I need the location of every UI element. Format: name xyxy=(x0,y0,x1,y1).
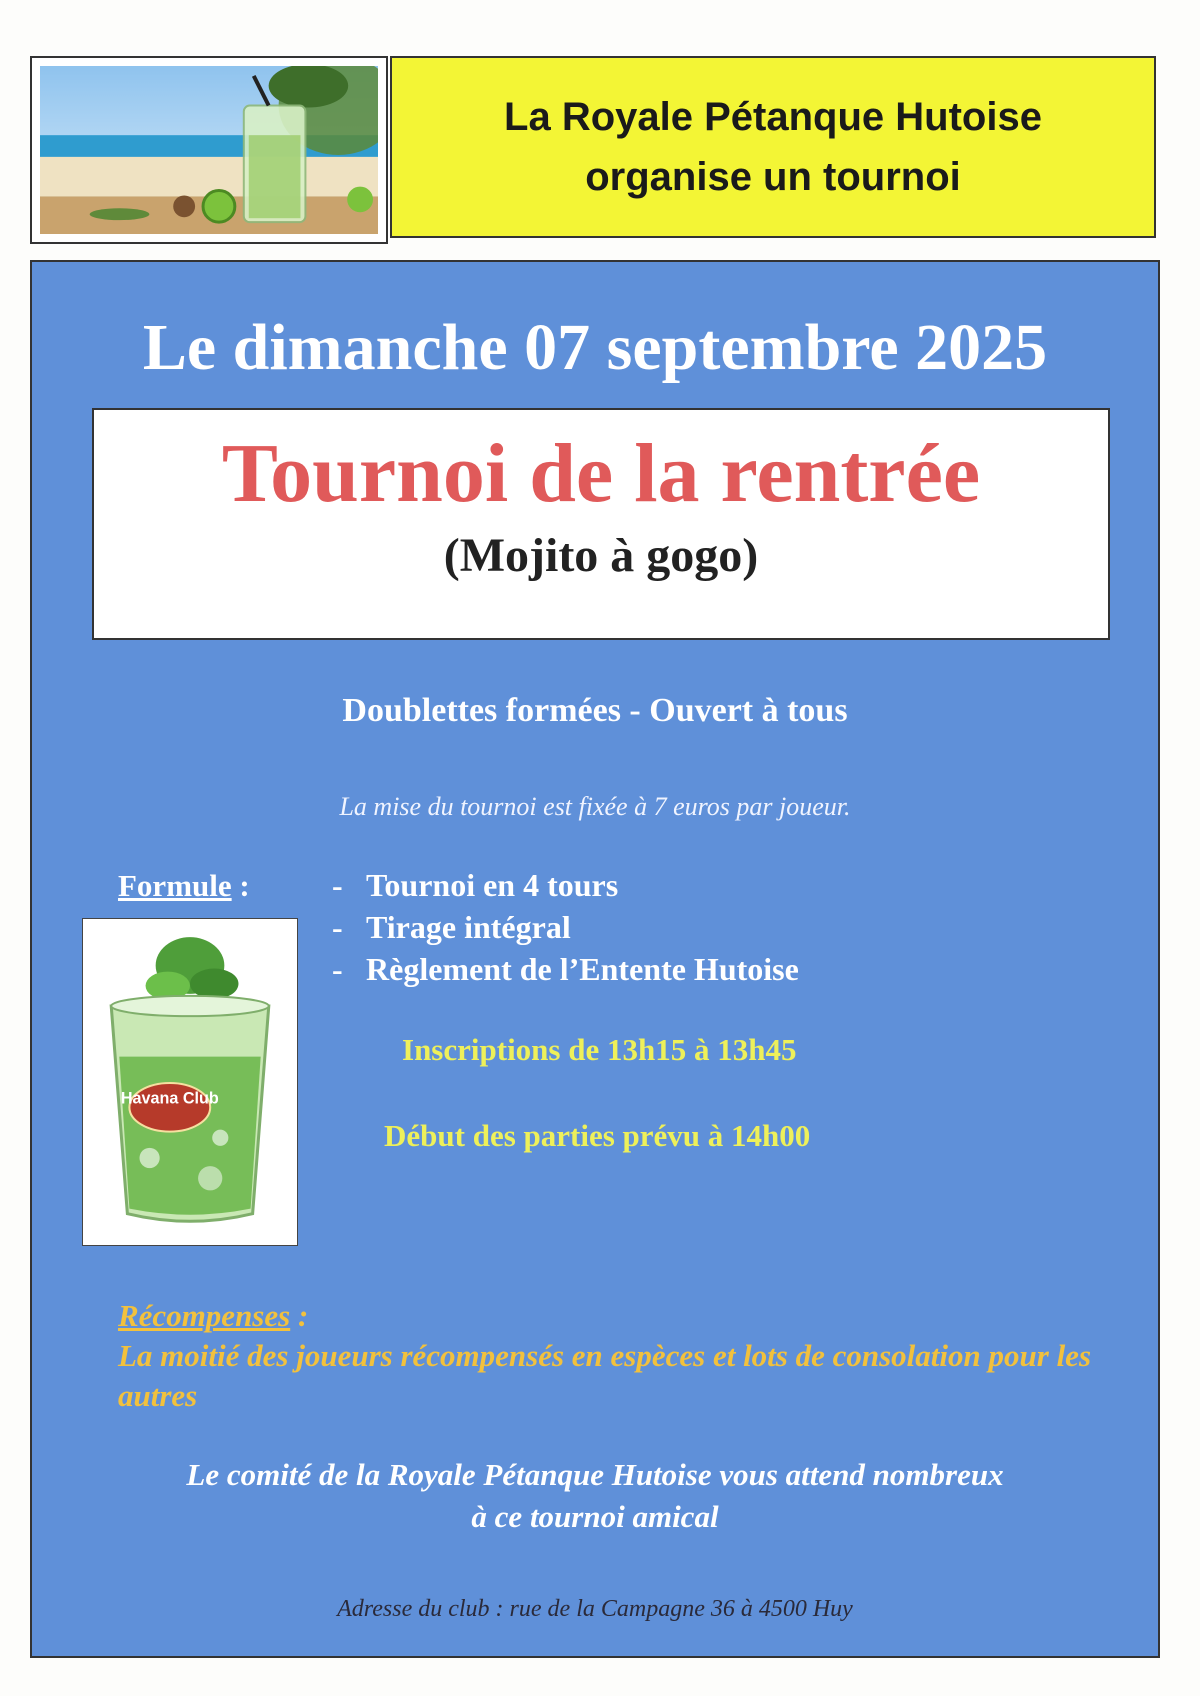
recompenses-colon: : xyxy=(290,1298,309,1333)
recompenses-label xyxy=(118,1298,308,1334)
fee-text: La mise du tournoi est fixée à 7 euros par joueur. xyxy=(339,792,851,821)
title-box xyxy=(92,408,1110,640)
organizer-name: La Royale Pétanque Hutoise xyxy=(504,95,1042,139)
event-date: Le dimanche 07 septembre 2025 xyxy=(142,311,1048,384)
formule-item: - Tournoi en 4 tours xyxy=(332,864,799,906)
havana-club-mojito-photo xyxy=(82,918,298,1246)
formule-label xyxy=(118,868,250,904)
start-time: Début des parties prévu à 14h00 xyxy=(384,1118,811,1153)
havana-club-logo: Havana Club xyxy=(120,1089,219,1108)
organizer-subtitle: organise un tournoi xyxy=(585,155,961,199)
formule-list xyxy=(332,864,799,990)
event-title: Tournoi de la rentrée xyxy=(221,427,981,520)
event-subtitle: (Mojito à gogo) xyxy=(443,529,759,583)
inscriptions-time: Inscriptions de 13h15 à 13h45 xyxy=(402,1032,797,1067)
recompenses-text: La moitié des joueurs récompensés en espèces et lots de consolation pour les autres xyxy=(118,1338,1092,1413)
recompenses-label-text: Récompenses xyxy=(118,1298,291,1333)
event-panel xyxy=(30,260,1160,1658)
formule-item: - Règlement de l’Entente Hutoise xyxy=(332,948,799,990)
club-address: Adresse du club : rue de la Campagne 36 à 4500 Huy xyxy=(337,1596,853,1622)
formule-colon: : xyxy=(231,868,250,903)
closing-line-2: à ce tournoi amical xyxy=(471,1499,719,1534)
closing-line-1: Le comité de la Royale Pétanque Hutoise vous attend nombreux xyxy=(186,1457,1004,1492)
formule-label-text: Formule xyxy=(118,868,232,903)
formule-item: - Tirage intégral xyxy=(332,906,799,948)
closing-message xyxy=(32,1454,1158,1538)
format-line: Doublettes formées - Ouvert à tous xyxy=(342,692,848,729)
organizer-header xyxy=(390,56,1156,238)
beach-mojito-photo xyxy=(30,56,388,244)
